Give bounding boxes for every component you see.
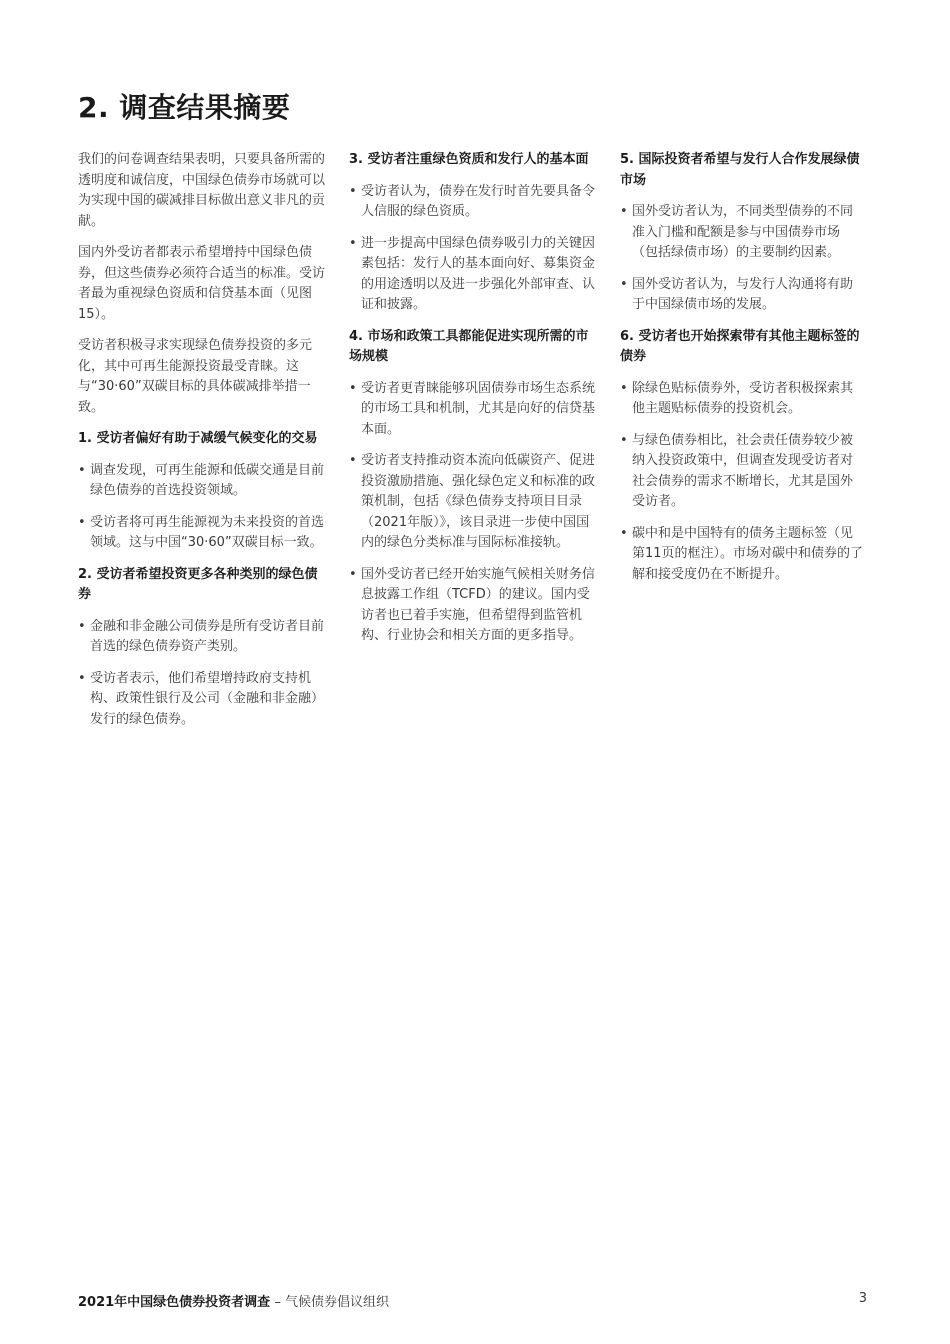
intro-paragraph-1: 我们的问卷调查结果表明，只要具备所需的透明度和诚信度，中国绿色债券市场就可以为实现中国的碳减排目标做出意义非凡的贡献。: [78, 152, 326, 229]
bullet-dot: •: [349, 380, 357, 396]
bullet-text: 受访者将可再生能源视为未来投资的首选领域。这与中国“30·60”双碳目标一致。: [90, 514, 325, 550]
section-4-bullets: [349, 379, 601, 647]
bullet-text: 受访者表示，他们希望增持政府支持机构、政策性银行及公司（金融和非金融）发行的绿色债券。: [90, 670, 325, 727]
bullet-item: [78, 461, 330, 502]
bullet-item: [620, 524, 865, 586]
page-number: 3: [858, 1291, 867, 1306]
section-2-heading: 2. 受访者希望投资更多各种类别的绿色债券: [78, 566, 318, 602]
bullet-dot: •: [78, 618, 86, 634]
page-footer: [78, 1291, 872, 1310]
section-5-heading: 5. 国际投资者希望与发行人合作发展绿债市场: [620, 152, 860, 188]
bullet-item: [349, 451, 601, 554]
footer-report-title: 2021年中国绿色债券投资者调查: [78, 1295, 271, 1310]
section-1-heading: 1. 受访者偏好有助于减缓气候变化的交易: [78, 431, 318, 446]
bullet-item: [620, 379, 865, 420]
bullet-dot: •: [620, 276, 628, 292]
bullet-dot: •: [349, 183, 357, 199]
bullet-text: 进一步提高中国绿色债券吸引力的关键因素包括：发行人的基本面向好、募集资金的用途透明以及进一步强化外部审查、认证和披露。: [361, 235, 596, 312]
column-2: [349, 150, 601, 658]
section-4-heading: 4. 市场和政策工具都能促进实现所需的市场规模: [349, 328, 589, 364]
section-1-bullets: [78, 461, 330, 554]
section-3-bullets: [349, 182, 601, 316]
section-5-bullets: [620, 202, 865, 316]
footer-organization: – 气候债券倡议组织: [270, 1295, 389, 1310]
bullet-dot: •: [349, 235, 357, 251]
column-1: [78, 150, 330, 741]
bullet-item: [349, 182, 601, 223]
bullet-item: [78, 617, 330, 658]
section-6-bullets: [620, 379, 865, 586]
intro-paragraph-2: 国内外受访者都表示希望增持中国绿色债券，但这些债券必须符合适当的标准。受访者最为重视绿色资质和信贷基本面（见图15）。: [78, 245, 326, 322]
bullet-dot: •: [620, 204, 628, 219]
bullet-text: 国外受访者已经开始实施气候相关财务信息披露工作组（TCFD）的建议。国内受访者也已着手实施，但希望得到监管机构、行业协会和相关方面的更多指导。: [361, 566, 596, 643]
section-2-bullets: [78, 617, 330, 731]
bullet-text: 受访者支持推动资本流向低碳资产、促进投资激励措施、强化绿色定义和标准的政策机制，包括《绿色债券支持项目目录（2021年版）》，该目录进一步使中国国内的绿色分类标准与国际标准接轨。: [361, 453, 596, 550]
bullet-item: [349, 379, 601, 441]
bullet-dot: •: [78, 462, 86, 478]
bullet-item: [78, 669, 330, 731]
bullet-dot: •: [78, 514, 86, 530]
column-3: [620, 150, 865, 596]
bullet-item: [620, 275, 865, 316]
bullet-dot: •: [78, 670, 86, 686]
bullet-item: [349, 565, 601, 647]
bullet-dot: •: [349, 566, 357, 582]
section-3-heading: 3. 受访者注重绿色资质和发行人的基本面: [349, 152, 589, 167]
bullet-item: [349, 234, 601, 316]
bullet-dot: •: [620, 525, 628, 541]
bullet-text: 受访者认为，债券在发行时首先要具备令人信服的绿色资质。: [361, 183, 596, 219]
intro-paragraph-3: 受访者积极寻求实现绿色债券投资的多元化，其中可再生能源投资最受青睐。这与“30·60”双碳目标的具体碳减排举措一致。: [78, 338, 313, 415]
bullet-dot: •: [620, 432, 628, 448]
bullet-dot: •: [620, 380, 628, 396]
bullet-text: 除绿色贴标债券外，受访者积极探索其他主题贴标债券的投资机会。: [632, 380, 854, 416]
bullet-text: 国外受访者认为，与发行人沟通将有助于中国绿债市场的发展。: [632, 276, 854, 312]
bullet-text: 与绿色债券相比，社会责任债券较少被纳入投资政策中，但调查发现受访者对社会债券的需求不断增长，尤其是国外受访者。: [632, 432, 854, 509]
bullet-item: [620, 202, 865, 264]
bullet-text: 调查发现，可再生能源和低碳交通是目前绿色债券的首选投资领域。: [90, 462, 325, 498]
bullet-text: 受访者更青睐能够巩固债券市场生态系统的市场工具和机制，尤其是向好的信贷基本面。: [361, 380, 596, 437]
section-6-heading: 6. 受访者也开始探索带有其他主题标签的债券: [620, 328, 860, 364]
bullet-text: 碳中和是中国特有的债务主题标签（见第11页的框注）。市场对碳中和债券的了解和接受度仍在不断提升。: [632, 525, 864, 582]
bullet-text: 金融和非金融公司债券是所有受访者目前首选的绿色债券资产类别。: [90, 618, 325, 654]
bullet-dot: •: [349, 453, 357, 468]
bullet-text: 国外受访者认为，不同类型债券的不同准入门槛和配额是参与中国债券市场（包括绿债市场）的主要制约因素。: [632, 204, 854, 260]
bullet-item: [620, 431, 865, 513]
bullet-item: [78, 513, 330, 554]
page-title: 2. 调查结果摘要: [78, 91, 291, 124]
